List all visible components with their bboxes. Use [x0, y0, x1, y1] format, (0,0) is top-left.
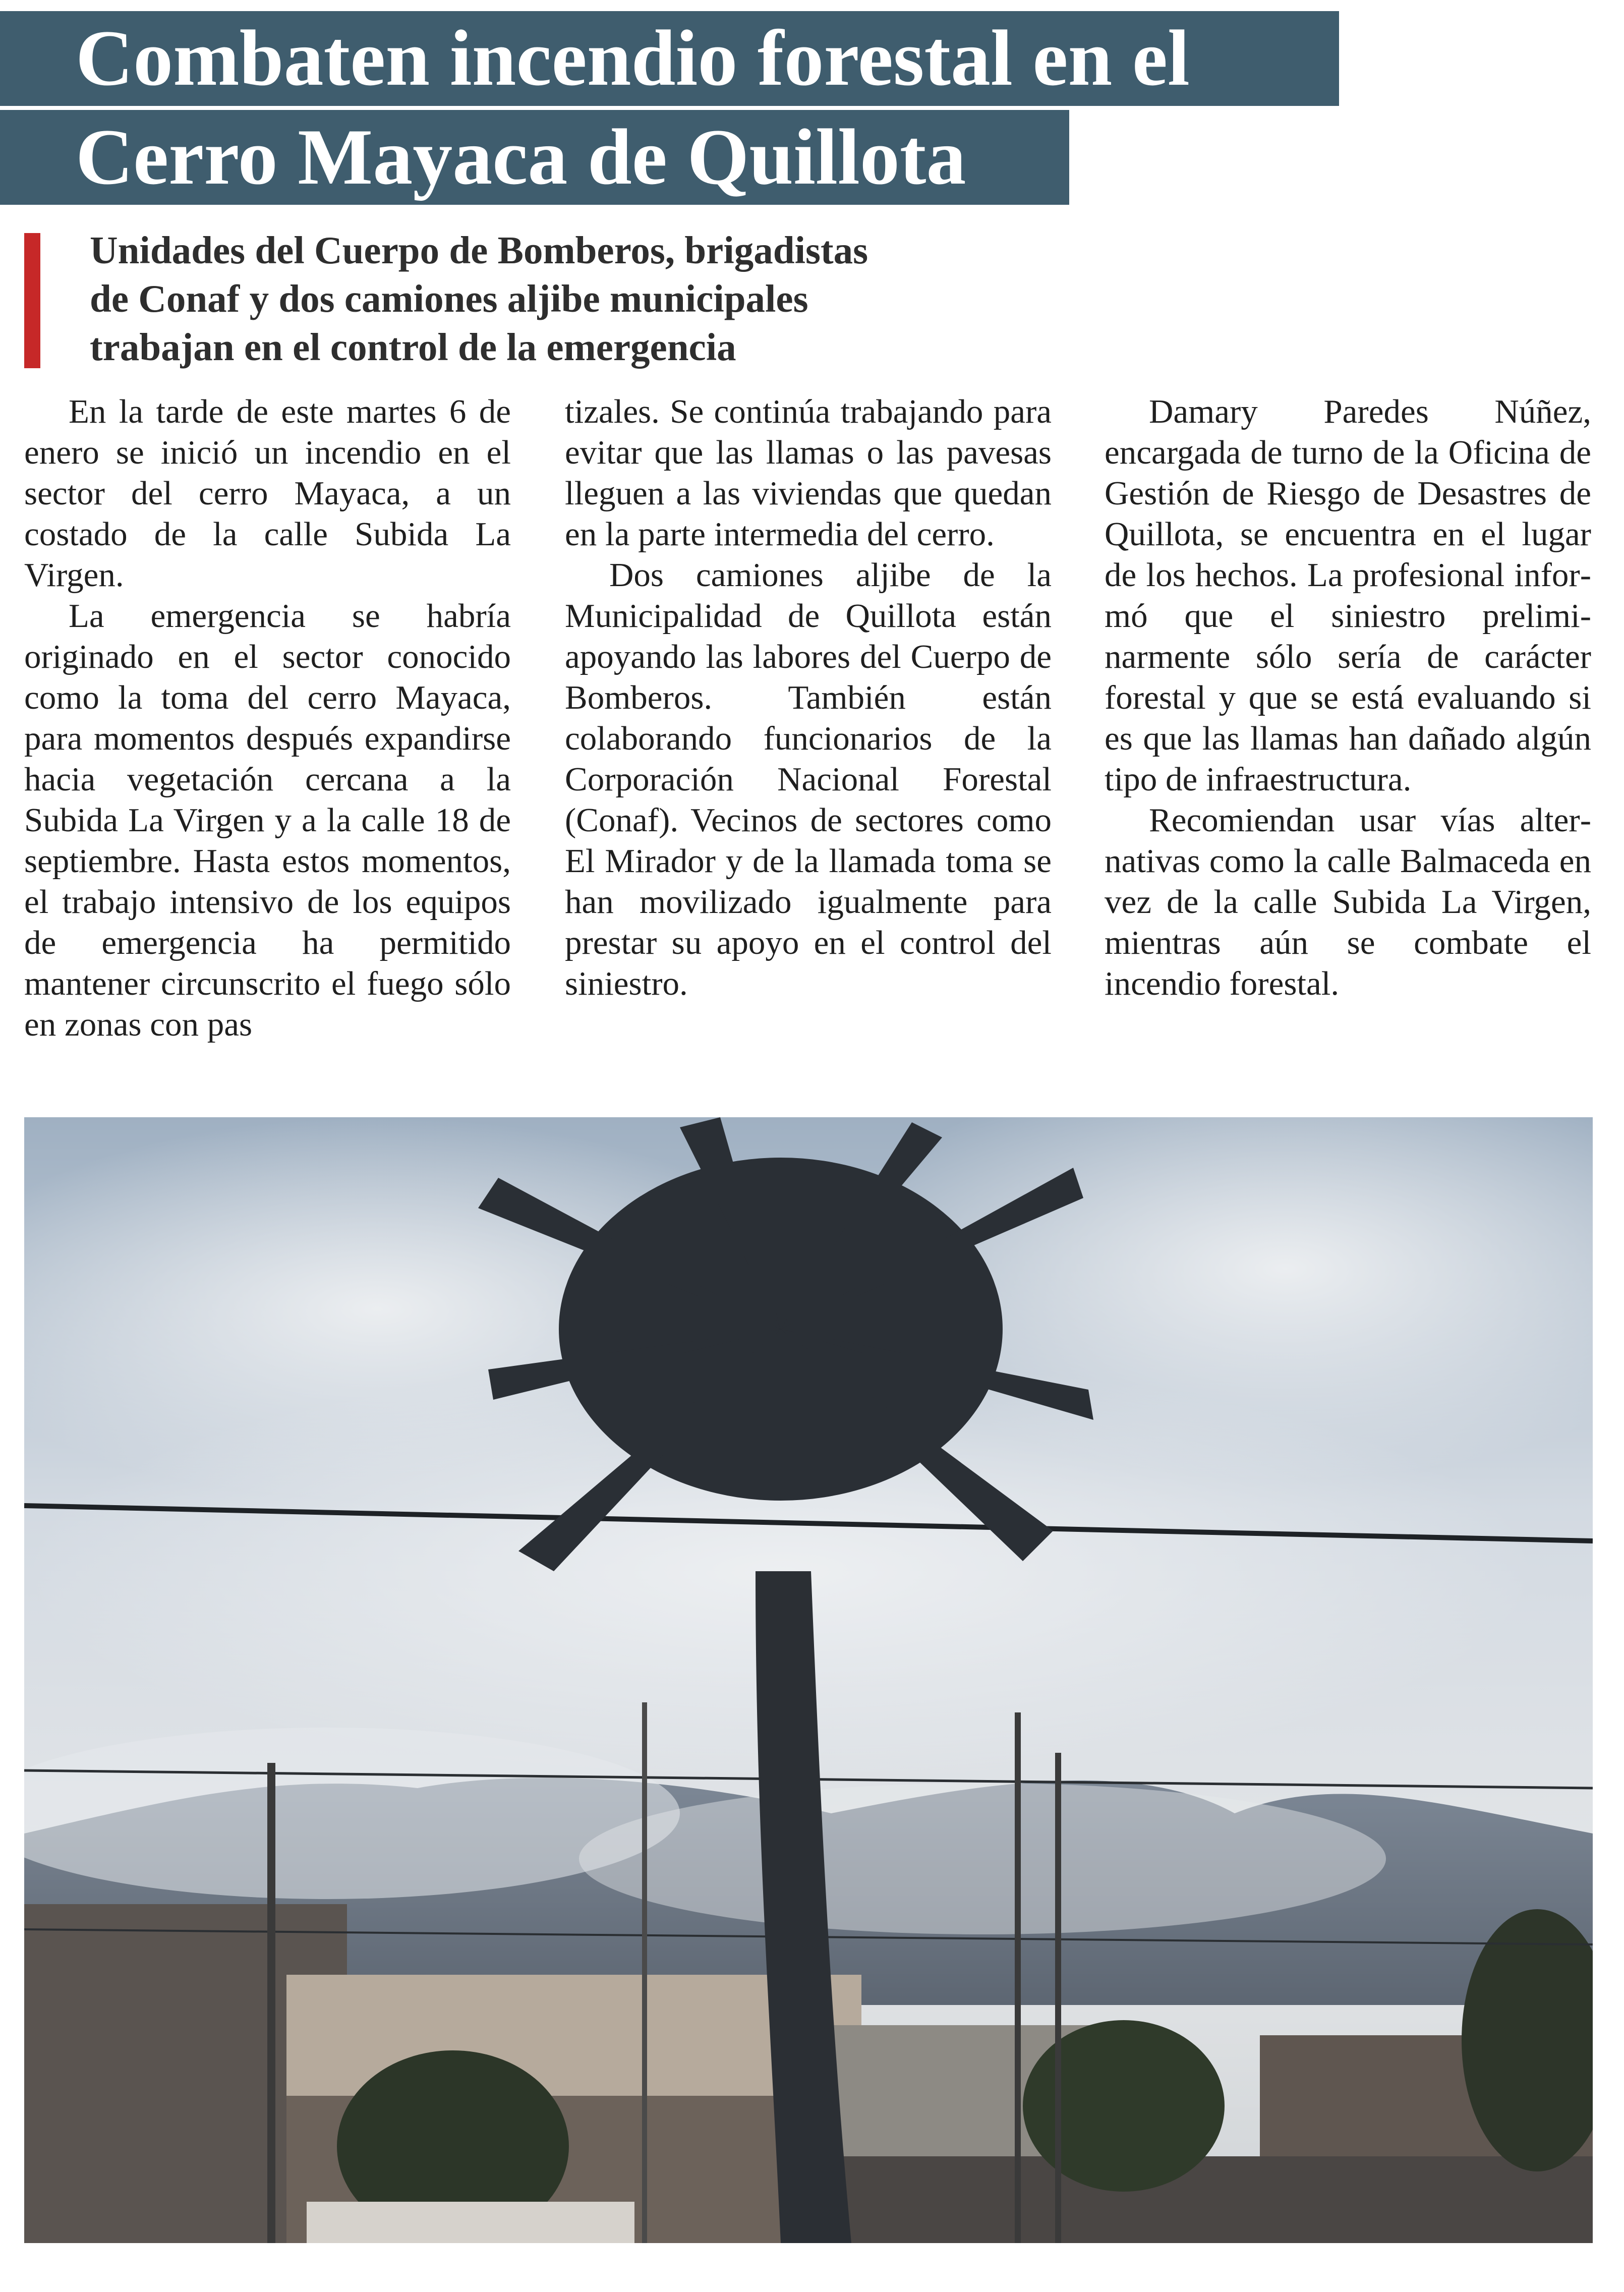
article-column-2 — [565, 391, 1052, 1004]
subheadline-accent-bar — [24, 233, 40, 368]
article-paragraph-5: Recomiendan usar vías alternativas como la calle Balmaceda en vez de la calle Subida La Virgen, mientras aún se combate el incendio forestal. — [1105, 801, 1591, 1002]
headline-line-2: Cerro Mayaca de Quillota — [0, 110, 1069, 205]
subheadline-line-2: de Conaf y dos camiones aljibe municipales — [90, 277, 808, 320]
photo-smoke-over-hill-with-palm-tree — [24, 1117, 1593, 2243]
article-photo — [24, 1117, 1593, 2243]
article-paragraph-2-continued: tizales. Se continúa trabajando para evitar que las llamas o las pavesas lleguen a las viviendas que quedan en la parte intermedia del cerro. — [565, 393, 1052, 553]
article-paragraph-1: En la tarde de este martes 6 de enero se inició un incendio en el sector del cerro Mayaca, a un costado de la calle Subida La Virgen. — [24, 393, 511, 594]
subheadline-line-3: trabajan en el control de la emergencia — [90, 325, 736, 369]
headline-line-1: Combaten incendio forestal en el — [0, 11, 1339, 106]
article-column-3 — [1105, 391, 1591, 1004]
article-column-1 — [24, 391, 511, 1045]
article-paragraph-2: La emergencia se habría originado en el sector conocido como la toma del cerro Mayaca, para momentos después expandirse hacia vegetación cercana a la Subida La Virgen y a la calle 18 de septiembre. Hasta estos momentos, el trabajo intensivo de los equipos de emergencia ha permitido mantener circunscrito el fuego sólo en zonas con pas — [24, 597, 511, 1043]
article-paragraph-4: Damary Paredes Núñez, encargada de turno de la Oficina de Gestión de Riesgo de Desastres de Quillota, se encuentra en el lugar de los hechos. La profesional informó que el siniestro preliminarmente sólo sería de carácter forestal y que se está evaluando si es que las llamas han dañado algún tipo de infraestructura. — [1105, 393, 1591, 798]
article-paragraph-3: Dos camiones aljibe de la Municipalidad de Quillota están apoyando las labores del Cuerpo de Bomberos. También están colaborando funcionarios de la Corporación Nacional Forestal (Conaf). Vecinos de sectores como El Mirador y de la llamada toma se han movilizado igualmente para prestar su apoyo en el control del siniestro. — [565, 556, 1052, 1002]
subheadline-line-1: Unidades del Cuerpo de Bomberos, brigadistas — [90, 228, 868, 272]
subheadline — [90, 226, 1325, 371]
